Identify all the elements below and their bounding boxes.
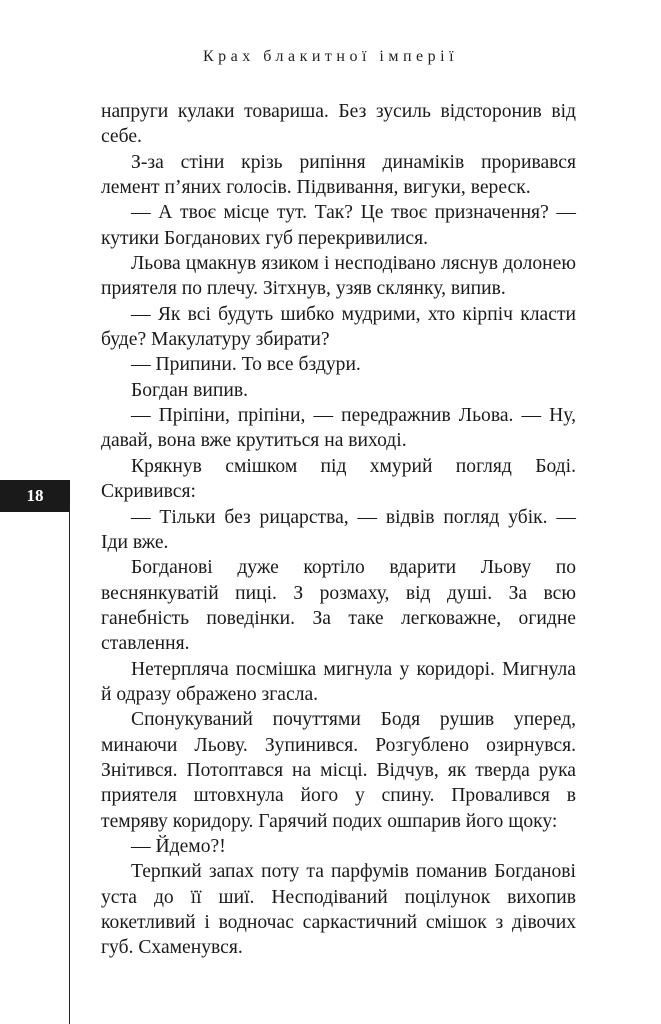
paragraph: — Тільки без рицарства, — відвів погляд убік. — Іди вже. xyxy=(101,506,576,553)
page-number: 18 xyxy=(26,486,44,505)
paragraph: З-за стіни крізь рипіння динаміків проривався лемент п’яних голосів. Підвивання, вигуки, вереск. xyxy=(101,151,576,199)
paragraph: напруги кулаки товариша. Без зусиль відсторонив від себе. xyxy=(101,101,576,148)
paragraph: Богдан випив. xyxy=(131,379,249,401)
running-header: Крах блакитної імперії xyxy=(202,48,459,65)
paragraph: Богданові дуже кортіло вдарити Льову по веснянкуватій пиці. З розмаху, від душі. За всю ганебність поведінки. За таке легковажне, огидне ставлення. xyxy=(101,557,576,655)
paragraph: Крякнув смішком під хмурий погляд Боді. Скривився: xyxy=(101,455,576,503)
paragraph: Нетерпляча посмішка мигнула у коридорі. Мигнула й одразу ображено згасла. xyxy=(101,658,576,705)
paragraph: Спонукуваний почуттями Бодя рушив уперед, минаючи Льову. Зупинився. Розгублено озирнувся. Знітився. Потоптався на місці. Відчув, як тверда рука приятеля штовхнула його у спину. Провалився в темряву коридору. Гарячий подих ошпарив його щоку: xyxy=(101,709,576,832)
paragraph: Терпкий запах поту та парфумів поманив Богданові уста до її шиї. Несподіваний поцілунок вихопив кокетливий і водночас саркастичний смішок з дівочих губ. Схаменувся. xyxy=(101,861,576,959)
paragraph: — Припини. То все бздури. xyxy=(131,354,361,376)
paragraph: — А твоє місце тут. Так? Це твоє призначення? — кутики Богданових губ перекривилися. xyxy=(101,202,576,249)
paragraph: Льова цмакнув язиком і несподівано ляснув долонею приятеля по плечу. Зітхнув, узяв склянку, випив. xyxy=(101,253,576,300)
page-number-tab xyxy=(0,480,70,512)
margin-rule xyxy=(69,505,70,1024)
body-text xyxy=(101,99,576,961)
paragraph: — Як всі будуть шибко мудрими, хто кірпіч класти буде? Макулатуру збирати? xyxy=(101,303,576,351)
paragraph: — Пріпіни, пріпіни, — передражнив Льова. — Ну, давай, вона вже крутиться на виході. xyxy=(101,405,576,452)
paragraph: — Йдемо?! xyxy=(131,835,226,857)
